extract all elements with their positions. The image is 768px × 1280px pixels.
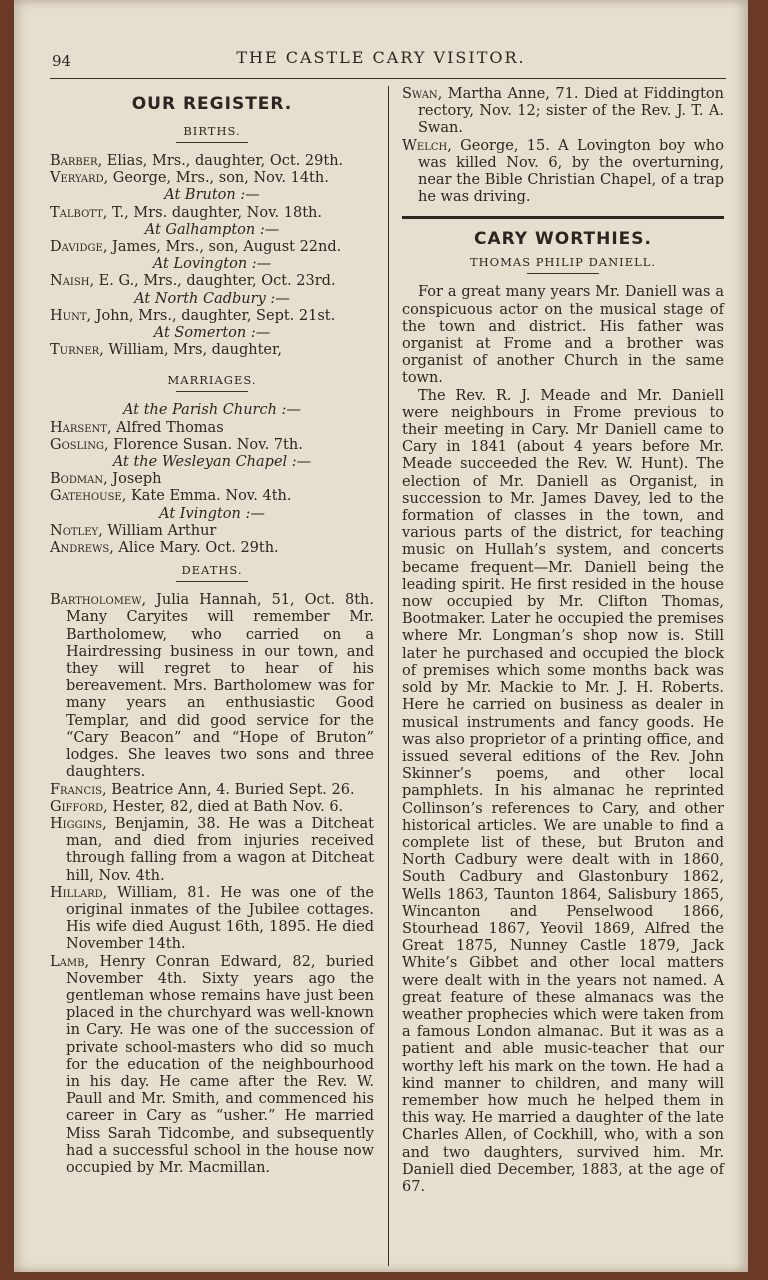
register-entry [50, 954, 374, 1178]
marriages-list [50, 402, 374, 557]
register-entry [50, 342, 374, 359]
entry-surname: Welch [402, 137, 448, 154]
page-number: 94 [52, 52, 72, 70]
worthies-rule [527, 273, 599, 274]
register-entry [50, 308, 374, 325]
place-heading: At the Parish Church :— [123, 402, 301, 419]
entry-surname: Bartholomew [50, 592, 142, 609]
register-entry [50, 540, 374, 557]
entry-surname: Swan [402, 86, 438, 102]
entry-details: , William Arthur [98, 522, 217, 539]
deaths-heading: DEATHS. [181, 563, 243, 578]
register-entry [50, 816, 374, 885]
worthies-title: CARY WORTHIES. [473, 229, 652, 250]
worthies-paragraph: For a great many years Mr. Daniell was a conspicuous actor on the musical stage of the town and district. His father was organist at Frome and a brother was organist of another Church in the same town. [402, 284, 724, 387]
entry-details: , Benjamin, 38. He was a Ditcheat man, and died from injuries received through falling from a wagon at Ditcheat hill, Nov. 4th. [66, 815, 374, 884]
register-entry [50, 437, 374, 454]
entry-details: , Henry Conran Edward, 82, buried November 4th. Sixty years ago the gentleman whose remains have just been placed in the churchyard was well-known in Cary. He was one of the succession of private school-masters who did so much for the education of the neighbourhood in his day. He came after the Rev. W. Paull and Mr. Smith, and commenced his career in Cary as “usher.” He married Miss Sarah Tidcombe, and subsequently had a successful school in the house now occupied by Mr. Macmillan. [66, 953, 374, 1176]
marriages-rule [176, 391, 248, 392]
entry-details: , Hester, 82, died at Bath Nov. 6. [103, 798, 344, 815]
right-column [402, 86, 724, 1196]
register-title: OUR REGISTER. [131, 94, 293, 114]
entry-surname: Hillard [50, 884, 103, 901]
worthies-paragraph: The Rev. R. J. Meade and Mr. Daniell were neighbours in Frome previous to their meeting in Cary. Mr Daniell came to Cary in 1841 (about 4 years before Mr. Meade succeeded the Rev. W. Hunt). The election of Mr. Daniell as Organist, in succession to Mr. James Davey, led to the formation of classes in the town, and various parts of the district, for teaching music on Hullah’s system, and concerts became frequent—Mr. Daniell being the leading spirit. He first resided in the house now occupied by Mr. Clifton Thomas, Bootmaker. Later he occupied the premises where Mr. Longman’s shop now is. Still later he purchased and occupied the block of premises which some months back was sold by Mr. Mackie to Mr. J. H. Roberts. Here he carried on business as dealer in musical instruments and fancy goods. He was also proprietor of a printing office, and issued several editions of the Rev. John Skinner’s poems, and other local pamphlets. In his almanac he reprinted Collinson’s references to Cary, and other historical articles. We are unable to find a complete list of these, but Bruton and North Cadbury were dealt with in 1860, South Cadbury and Glastonbury 1862, Wells 1863, Taunton 1864, Salisbury 1865, Wincanton and Penselwood 1866, Stourhead 1867, Yeovil 1869, Alfred the Great 1875, Nunney Castle 1879, Jack White’s Gibbet and other local matters were dealt with in the years not named. A great feature of these almanacs was the weather prophecies which were taken from a famous London almanac. But it was as a patient and able music-teacher that our worthy left his mark on the town. He had a kind manner to children, and many will remember how much he helped them in this way. He married a daughter of the late Charles Allen, of Cockhill, who, with a son and two daughters, survived him. Mr. Daniell died December, 1883, at the age of 67. [402, 387, 724, 1195]
deaths-continued-list [402, 86, 724, 206]
entry-surname: Higgins [50, 815, 103, 832]
register-entry [50, 885, 374, 954]
place-heading: At Lovington :— [152, 256, 272, 273]
entry-details: , William, Mrs, daughter, [99, 342, 282, 359]
marriages-heading: MARRIAGES. [167, 373, 257, 388]
births-rule [176, 142, 248, 143]
entry-details: , Kate Emma. Nov. 4th. [121, 488, 292, 505]
worthies-subtitle: THOMAS PHILIP DANIELL. [469, 255, 657, 270]
entry-surname: Hunt [50, 307, 87, 324]
place-heading: At Ivington :— [159, 505, 265, 522]
entry-details: , Alice Mary. Oct. 29th. [109, 540, 279, 557]
entry-details: , William, 81. He was one of the original inmates of the Jubilee cottages. His wife died August 16th, 1895. He died November 14th. [66, 884, 374, 953]
place-heading: At Bruton :— [164, 187, 260, 204]
register-entry [50, 782, 374, 799]
header-rule [50, 78, 726, 79]
entry-surname: Lamb [50, 953, 85, 970]
entry-details: , E. G., Mrs., daughter, Oct. 23rd. [89, 273, 336, 290]
register-entry [50, 799, 374, 816]
register-entry [402, 138, 724, 207]
register-entry [50, 239, 374, 256]
register-entry [402, 86, 724, 138]
entry-surname: Gifford [50, 798, 104, 815]
entry-surname: Gosling [50, 436, 104, 453]
register-entry [50, 488, 374, 505]
entry-details: , Alfred Thomas [106, 419, 224, 436]
running-title: THE CASTLE CARY VISITOR. [236, 48, 526, 67]
entry-surname: Francis [50, 781, 103, 798]
register-entry [50, 523, 374, 540]
register-entry [50, 592, 374, 781]
entry-details: , George, Mrs., son, Nov. 14th. [103, 170, 329, 187]
births-heading: BIRTHS. [183, 124, 241, 138]
entry-surname: Andrews [50, 540, 110, 557]
entry-surname: Veryard [50, 170, 104, 187]
births-list [50, 153, 374, 359]
entry-surname: Naish [50, 273, 90, 290]
register-entry [50, 420, 374, 437]
register-entry [50, 170, 374, 187]
entry-surname: Gatehouse [50, 488, 122, 505]
entry-surname: Turner [50, 342, 100, 359]
entry-surname: Notley [50, 522, 99, 539]
entry-details: , Beatrice Ann, 4. Buried Sept. 26. [102, 781, 355, 798]
place-heading: At Somerton :— [153, 325, 271, 342]
entry-details: , George, 15. A Lovington boy who was killed Nov. 6, by the overturning, near the Bible Christian Chapel, of a trap he was driving. [418, 137, 724, 206]
deaths-rule [176, 581, 248, 582]
place-heading: At the Wesleyan Chapel :— [112, 454, 312, 471]
entry-details: , Florence Susan. Nov. 7th. [103, 436, 303, 453]
deaths-list [50, 592, 374, 1177]
register-entry [50, 153, 374, 170]
entry-details: , Martha Anne, 71. Died at Fiddington rectory, Nov. 12; sister of the Rev. J. T. A. Swan. [418, 86, 724, 137]
entry-details: , James, Mrs., son, August 22nd. [102, 239, 342, 256]
section-divider [402, 216, 724, 219]
register-entry [50, 205, 374, 222]
entry-details: , John, Mrs., daughter, Sept. 21st. [86, 307, 336, 324]
left-column [50, 86, 374, 1177]
entry-surname: Davidge [50, 239, 103, 256]
entry-surname: Bodman [50, 471, 104, 488]
entry-details: , Joseph [103, 471, 162, 488]
register-entry [50, 273, 374, 290]
entry-details: , Julia Hannah, 51, Oct. 8th. Many Caryites will remember Mr. Bartholomew, who carried on a Hairdressing business in our town, and they will regret to hear of his bereavement. Mrs. Bartholomew was for many years an enthusiastic Good Templar, and did good service for the “Cary Beacon” and “Hope of Bruton” lodges. She leaves two sons and three daughters. [66, 592, 374, 781]
book-page [14, 0, 748, 1272]
entry-surname: Talbott [50, 204, 103, 221]
place-heading: At North Cadbury :— [134, 290, 290, 307]
column-rule [388, 86, 389, 1266]
entry-surname: Harsent [50, 419, 107, 436]
place-heading: At Galhampton :— [144, 221, 280, 238]
entry-surname: Barber [50, 153, 98, 169]
entry-details: , T., Mrs. daughter, Nov. 18th. [102, 204, 323, 221]
register-entry [50, 471, 374, 488]
entry-details: , Elias, Mrs., daughter, Oct. 29th. [97, 153, 344, 169]
